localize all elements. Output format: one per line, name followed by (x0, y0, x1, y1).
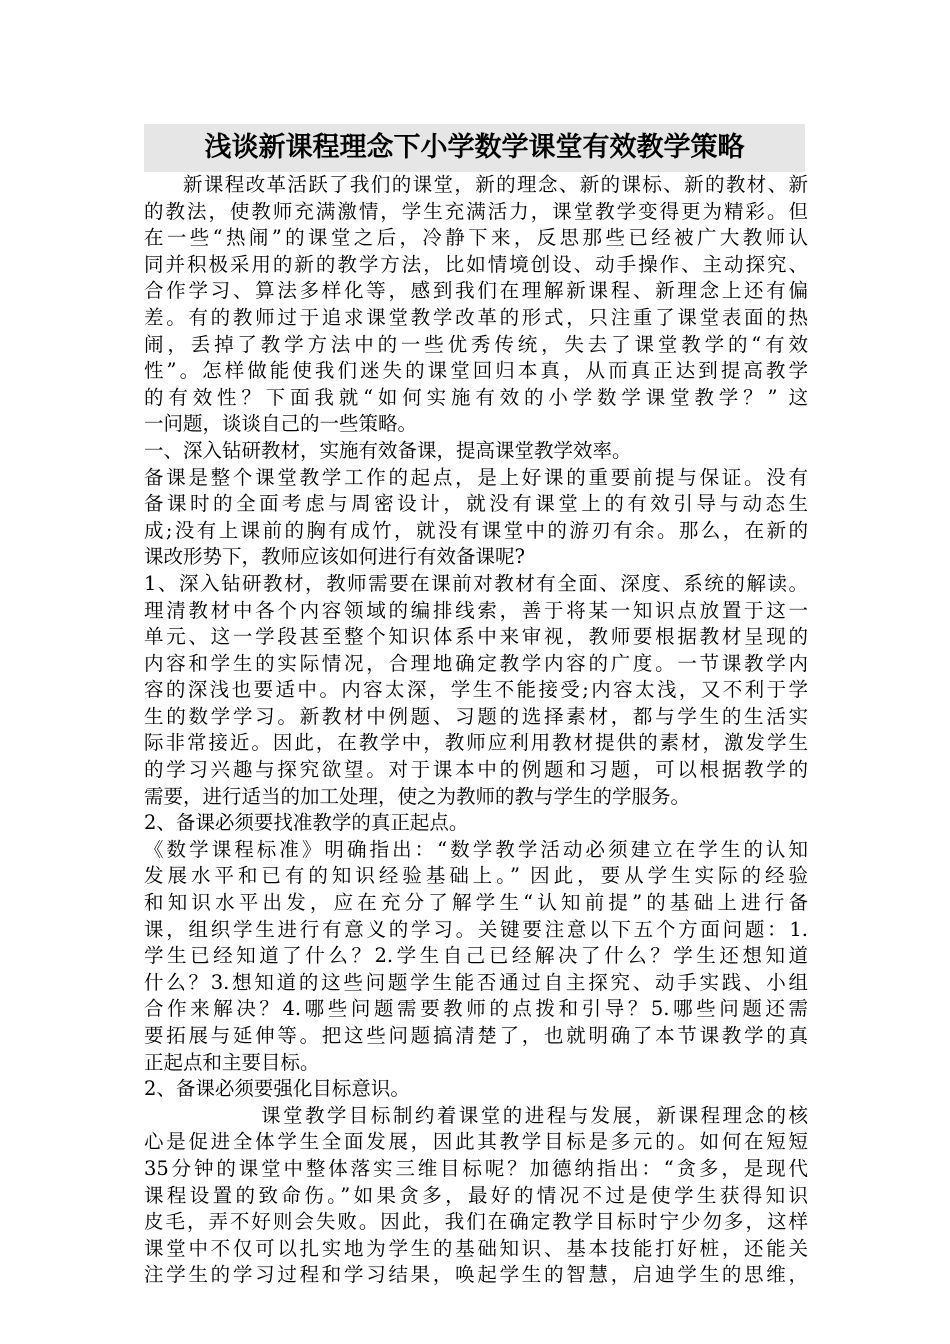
document-body (144, 172, 808, 1289)
body-text-line: 心是促进全体学生全面发展，因此其教学目标是多元的。如何在短短 (144, 1130, 808, 1154)
body-text-line: 合作学习、算法多样化等，感到我们在理解新课程、新理念上还有偏 (144, 279, 808, 303)
body-text-line: 备课时的全面考虑与周密设计，就没有课堂上的有效引导与动态生 (144, 492, 808, 516)
body-text-line: 理清教材中各个内容领域的编排线索，善于将某一知识点放置于这一 (144, 598, 808, 622)
body-text-line: 注学生的学习过程和学习结果，唤起学生的智慧，启迪学生的思维， (144, 1263, 808, 1287)
body-text-line: 2、备课必须要找准教学的真正起点。 (144, 811, 469, 835)
body-text-line: 2、备课必须要强化目标意识。 (144, 1077, 410, 1101)
body-text-line: 单元、这一学段甚至整个知识体系中来审视，教师要根据教材呈现的 (144, 625, 808, 649)
body-text-line: 正起点和主要目标。 (144, 1050, 320, 1074)
body-text-line: 的教法，使教师充满激情，学生充满活力，课堂教学变得更为精彩。但 (144, 199, 808, 223)
body-text-line: 同并积极采用的新的教学方法，比如情境创设、动手操作、主动探究、 (144, 252, 808, 276)
body-text-line: 需要，进行适当的加工处理，使之为教师的教与学生的学服务。 (144, 784, 691, 808)
body-text-line: 一、深入钻研教材，实施有效备课，提高课堂教学效率。 (144, 438, 632, 462)
body-text-line: 新课程改革活跃了我们的课堂，新的理念、新的课标、新的教材、新 (183, 173, 808, 196)
body-text-line: 性”。怎样做能使我们迷失的课堂回归本真，从而真正达到提高教学 (144, 359, 808, 383)
body-text-line: 的学习兴趣与探究欲望。对于课本中的例题和习题，可以根据教学的 (144, 758, 808, 782)
body-text-line: 课程设置的致命伤。”如果贪多，最好的情况不过是使学生获得知识 (144, 1183, 808, 1207)
body-text-line: 一问题，谈谈自己的一些策略。 (144, 412, 418, 436)
body-text-line: 课改形势下，教师应该如何进行有效备课呢? (144, 545, 525, 569)
body-text-line: 在一些“热闹”的课堂之后，冷静下来，反思那些已经被广大教师认 (144, 226, 808, 250)
body-text-line: 容的深浅也要适中。内容太深，学生不能接受;内容太浅，又不利于学 (144, 678, 808, 702)
body-text-line: 内容和学生的实际情况，合理地确定教学内容的广度。一节课教学内 (144, 651, 808, 675)
document-title: 浅谈新课程理念下小学数学课堂有效教学策略 (204, 132, 745, 163)
body-text-line: 课堂中不仅可以扎实地为学生的基础知识、基本技能打好桩，还能关 (144, 1236, 808, 1260)
body-text-line: 生的数学学习。新教材中例题、习题的选择素材，都与学生的生活实 (144, 704, 808, 728)
body-text-line: 成;没有上课前的胸有成竹，就没有课堂中的游刃有余。那么，在新的 (144, 518, 808, 542)
body-text-line: 要拓展与延伸等。把这些问题搞清楚了，也就明确了本节课教学的真 (144, 1024, 808, 1047)
body-text-line: 《数学课程标准》明确指出：“数学教学活动必须建立在学生的认知 (144, 837, 808, 861)
body-text-line: 际非常接近。因此，在教学中，教师应利用教材提供的素材，激发学生 (144, 731, 808, 755)
body-text-line: 课，组织学生进行有意义的学习。关键要注意以下五个方面问题：1. (144, 917, 808, 941)
body-text-line: 1、深入钻研教材，教师需要在课前对教材有全面、深度、系统的解读。 (144, 571, 808, 595)
body-text-line: 课堂教学目标制约着课堂的进程与发展，新课程理念的核 (261, 1103, 808, 1127)
body-text-line: 备课是整个课堂教学工作的起点，是上好课的重要前提与保证。没有 (144, 465, 808, 489)
body-text-line: 差。有的教师过于追求课堂教学改革的形式，只注重了课堂表面的热 (144, 305, 808, 329)
body-text-line: 皮毛，弄不好则会失败。因此，我们在确定教学目标时宁少勿多，这样 (144, 1210, 808, 1234)
body-text-line: 发展水平和已有的知识经验基础上。” 因此，要从学生实际的经验 (144, 864, 808, 888)
body-text-line: 学生已经知道了什么？2.学生自己已经解决了什么？学生还想知道 (144, 944, 808, 968)
body-text-line: 闹，丢掉了教学方法中的一些优秀传统，失去了课堂教学的“有效 (144, 332, 808, 356)
body-text-line: 什么？3.想知道的这些问题学生能否通过自主探究、动手实践、小组 (144, 970, 808, 994)
body-text-line: 的有效性？下面我就“如何实施有效的小学数学课堂教学？” 这 (144, 385, 808, 409)
body-text-line: 和知识水平出发，应在充分了解学生“认知前提”的基础上进行备 (144, 891, 808, 915)
body-text-line: 35分钟的课堂中整体落实三维目标呢？加德纳指出：“贪多，是现代 (144, 1156, 808, 1180)
body-text-line: 合作来解决？4.哪些问题需要教师的点拨和引导？5.哪些问题还需 (144, 997, 808, 1021)
